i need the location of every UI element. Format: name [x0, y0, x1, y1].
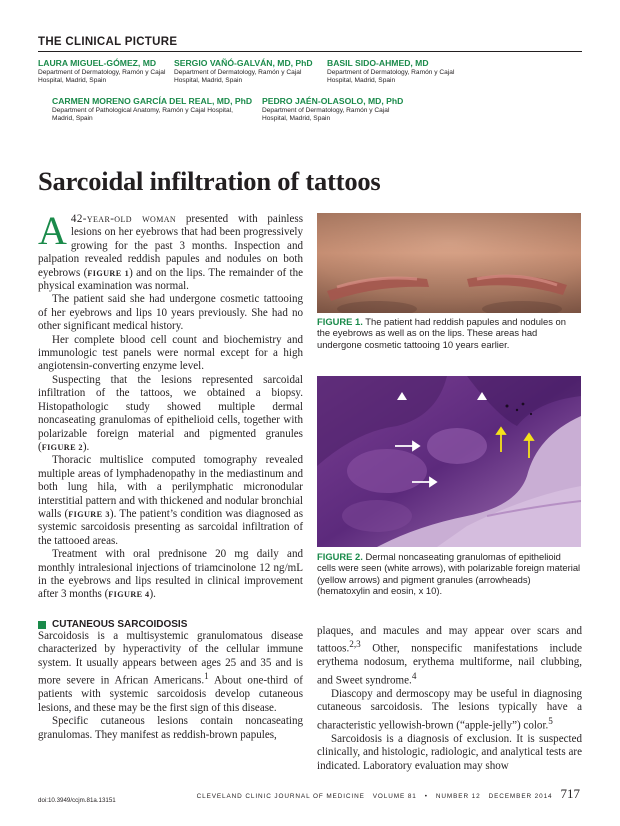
figure-1-caption: [317, 316, 581, 350]
body-column-right-lower: [317, 625, 582, 773]
figure-2-ref[interactable]: FIGURE 2: [41, 442, 83, 452]
citation[interactable]: 2,3: [349, 639, 361, 650]
author-affiliation: Department of Dermatology, Ramón y Cajal Hospital, Madrid, Spain: [38, 69, 166, 85]
paragraph-text: About one-third of patients with systemic sarcoidosis develop cutaneous lesions, and these may be the first sign of this disease.: [38, 674, 303, 714]
caption-text: Dermal noncaseating granulomas of epithelioid cells were seen (white arrows), with polarizable foreign material (yellow arrows) and pigment granules (arrowheads) (hematoxylin and eosin, x 10).: [317, 551, 581, 597]
paragraph-text: ) and on the lips. The remainder of the physical examination was normal.: [38, 266, 304, 293]
issue-date: DECEMBER 2014: [488, 793, 553, 800]
section-header: THE CLINICAL PICTURE: [38, 36, 178, 48]
paragraph-text: Treatment with oral prednisone 20 mg daily and monthly intralesional injections of triamcinolone 12 ng/mL in the eyebrows and lips resulted in clinical improvement after 3 months (: [38, 548, 303, 601]
citation[interactable]: 1: [204, 671, 209, 682]
author-name: CARMEN MORENO GARCÍA DEL REAL, MD, PhD: [52, 96, 253, 106]
drop-cap: A: [38, 208, 67, 253]
paragraph: [317, 625, 582, 688]
author-1: [38, 58, 168, 86]
caption-text: The patient had reddish papules and nodules on the eyebrows as well as on the lips. These areas had undergone cosmetic tattooing 10 years earlier.: [317, 316, 566, 350]
lead-in: 42-year-old woman: [70, 213, 177, 225]
paragraph: The patient said she had undergone cosmetic tattooing of her eyebrows and lips 10 years previously. She had no other significant medical history.: [38, 293, 303, 333]
page-number: 717: [560, 786, 580, 801]
paragraph-text: ).: [82, 440, 90, 453]
author-2: [174, 58, 314, 86]
author-5: [262, 96, 404, 124]
author-name: LAURA MIGUEL-GÓMEZ, MD: [38, 58, 157, 68]
figure-4-ref[interactable]: FIGURE 4: [108, 590, 150, 600]
paragraph-text: Diascopy and dermoscopy may be useful in diagnosing cutaneous sarcoidosis. The lesions typically have a characteristic yellowish-brown (“apple-jelly”) color.: [317, 687, 582, 732]
paragraph: [38, 630, 303, 715]
journal-name: CLEVELAND CLINIC JOURNAL OF MEDICINE: [196, 793, 365, 800]
author-3: [327, 58, 457, 86]
subheading-cutaneous-sarcoidosis: [38, 619, 187, 630]
paragraph-text: Suspecting that the lesions represented sarcoidal infiltration of the tattoos, we obtained a biopsy. Histopathologic study showed multiple dermal noncaseating granulomas of epithelioid cells, together with polarizable foreign material and pigmented granules (: [38, 373, 303, 453]
author-4: [52, 96, 253, 124]
figure-1-photo: [317, 213, 581, 313]
histology-image: [317, 376, 581, 547]
figure-2-micrograph: [317, 376, 581, 547]
figure-3-ref[interactable]: FIGURE 3: [68, 509, 110, 519]
paragraph-text: Sarcoidosis is a multisystemic granulomatous disease characterized by hyperactivity of the cellular immune system. It usually appears between ages 25 and 35 and is more severe in African Americans.: [38, 630, 303, 687]
author-name: SERGIO VAÑÓ-GALVÁN, MD, PhD: [174, 58, 313, 68]
author-affiliation: Department of Dermatology, Ramón y Cajal Hospital, Madrid, Spain: [174, 69, 302, 85]
paragraph: Specific cutaneous lesions contain noncaseating granulomas. They manifest as reddish-brown papules,: [38, 715, 303, 741]
figure-2-caption: [317, 551, 581, 597]
author-affiliation: Department of Dermatology, Ramón y Cajal Hospital, Madrid, Spain: [262, 107, 390, 123]
body-column-left: [38, 208, 304, 602]
paragraph-text: Other, nonspecific manifestations include erythema nodosum, erythema multiforme, nail clubbing, and Sweet syndrome.: [317, 643, 582, 687]
author-name: BASIL SIDO-AHMED, MD: [327, 58, 429, 68]
paragraph: [38, 374, 303, 454]
author-name: PEDRO JAÉN-OLASOLO, MD, PhD: [262, 96, 404, 106]
paragraph: Sarcoidosis is a diagnosis of exclusion. It is suspected clinically, and histologic, radiologic, and analytical tests are indicated. Laboratory evaluation may show: [317, 732, 582, 772]
article-title: Sarcoidal infiltration of tattoos: [38, 166, 381, 196]
caption-label: FIGURE 1.: [317, 316, 363, 327]
header-divider: [38, 51, 582, 52]
paragraph: [38, 454, 303, 548]
paragraph-text: Thoracic multislice computed tomography revealed multiple areas of lymphadenopathy in the mediastinum and both lung hila, with a perilymphatic micronodular interstitial pattern and with thickened and nodular bronchial walls (: [38, 454, 303, 520]
caption-label: FIGURE 2.: [317, 551, 363, 562]
author-affiliation: Department of Dermatology, Ramón y Cajal Hospital, Madrid, Spain: [327, 69, 455, 85]
author-affiliation: Department of Pathological Anatomy, Ramón y Cajal Hospital, Madrid, Spain: [52, 107, 233, 123]
volume: VOLUME 81: [372, 793, 417, 800]
paragraph: [38, 548, 303, 602]
paragraph-text: ).: [149, 588, 156, 601]
citation[interactable]: 4: [411, 670, 417, 681]
eyebrows-photo: [317, 213, 581, 313]
paragraph: Her complete blood cell count and biochemistry and immunologic test panels were normal except for a high angiotensin-converting enzyme level.: [38, 333, 303, 373]
intro-paragraph: [38, 208, 304, 293]
paragraph: [317, 688, 582, 733]
bullet-separator: •: [424, 793, 428, 800]
paragraph-text: plaques, and macules and may appear over scars and tattoos.: [317, 625, 582, 656]
page-footer: [197, 786, 580, 802]
subheading-marker: [38, 621, 46, 629]
paragraph-text: ). The patient’s condition was diagnosed as systemic sarcoidosis presenting as sarcoidal infiltration of the tattooed areas.: [38, 507, 303, 547]
citation[interactable]: 5: [548, 715, 553, 726]
issue-number: NUMBER 12: [435, 793, 481, 800]
body-column-left-lower: [38, 630, 303, 742]
subheading-text: CUTANEOUS SARCOIDOSIS: [52, 619, 188, 630]
paragraph-text: presented with painless lesions on her eyebrows that had been progressively growing for the past 3 months. Inspection and palpation revealed reddish papules and nodules on both eyebrows (: [38, 213, 303, 279]
figure-1-ref[interactable]: FIGURE 1: [87, 268, 130, 278]
doi-link[interactable]: doi:10.3949/ccjm.81a.13151: [38, 797, 116, 804]
